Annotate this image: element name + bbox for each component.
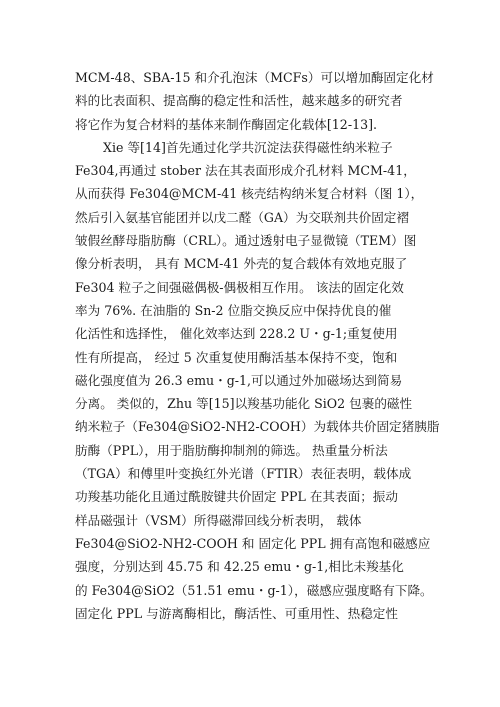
- text-line: 固定化 PPL 与游离酶相比，酶活性、可重用性、热稳定性: [75, 605, 398, 621]
- text-line: 样品磁强计（VSM）所得磁滞回线分析表明， 载体: [75, 512, 362, 528]
- text-line: 料的比表面积、提高酶的稳定性和活性，越来越多的研究者: [75, 93, 403, 109]
- text-line: 化活性和选择性， 催化效率达到 228.2 U・g-1;重复使用: [75, 326, 398, 342]
- text-line: MCM-48、SBA-15 和介孔泡沫（MCFs）可以增加酶固定化材: [75, 70, 434, 85]
- text-line: 分离。 类似的，Zhu 等[15]以羧基功能化 SiO2 包裹的磁性: [75, 396, 413, 412]
- text-line: Fe304@SiO2-NH2-COOH 和 固定化 PPL 拥有高饱和磁感应: [75, 535, 431, 551]
- paragraph-first-line: Xie 等[14]首先通过化学共沉淀法获得磁性纳米粒子: [103, 139, 393, 155]
- text-line: 功羧基功能化且通过酰胺键共价固定 PPL 在其表面；振动: [75, 489, 398, 505]
- text-line: （TGA）和傅里叶变换红外光谱（FTIR）表征表明，载体成: [75, 466, 412, 482]
- text-line: 肪酶（PPL），用于脂肪酶抑制剂的筛选。 热重量分析法: [75, 442, 388, 458]
- text-line: 强度，分别达到 45.75 和 42.25 emu・g-1,相比未羧基化: [75, 559, 404, 575]
- text-line: 纳米粒子（Fe304@SiO2-NH2-COOH）为载体共价固定猪胰脂: [75, 419, 440, 435]
- body-text: [75, 66, 495, 625]
- text-line: Fe304,再通过 stober 法在其表面形成介孔材料 MCM-41，: [75, 163, 416, 179]
- text-line: Fe304 粒子之间强磁偶极-偶极相互作用。 该法的固定化效: [75, 279, 404, 295]
- text-line: 像分析表明， 具有 MCM-41 外壳的复合载体有效地克服了: [75, 256, 408, 272]
- text-line: 皱假丝酵母脂肪酶（CRL）。通过透射电子显微镜（TEM）图: [75, 233, 417, 249]
- text-line: 的 Fe304@SiO2（51.51 emu・g-1），磁感应强度略有下降。: [75, 582, 433, 598]
- text-line: 将它作为复合材料的基体来制作酶固定化载体[12-13].: [75, 116, 378, 132]
- text-line: 从而获得 Fe304@MCM-41 核壳结构纳米复合材料（图 1），: [75, 186, 424, 202]
- text-line: 性有所提高， 经过 5 次重复使用酶活基本保持不变，饱和: [75, 349, 398, 365]
- text-line: 磁化强度值为 26.3 emu・g-1,可以通过外加磁场达到简易: [75, 372, 403, 388]
- text-line: 然后引入氨基官能团并以戊二醛（GA）为交联剂共价固定褶: [75, 209, 409, 225]
- text-line: 率为 76%. 在油脂的 Sn-2 位脂交换反应中保持优良的催: [75, 302, 392, 318]
